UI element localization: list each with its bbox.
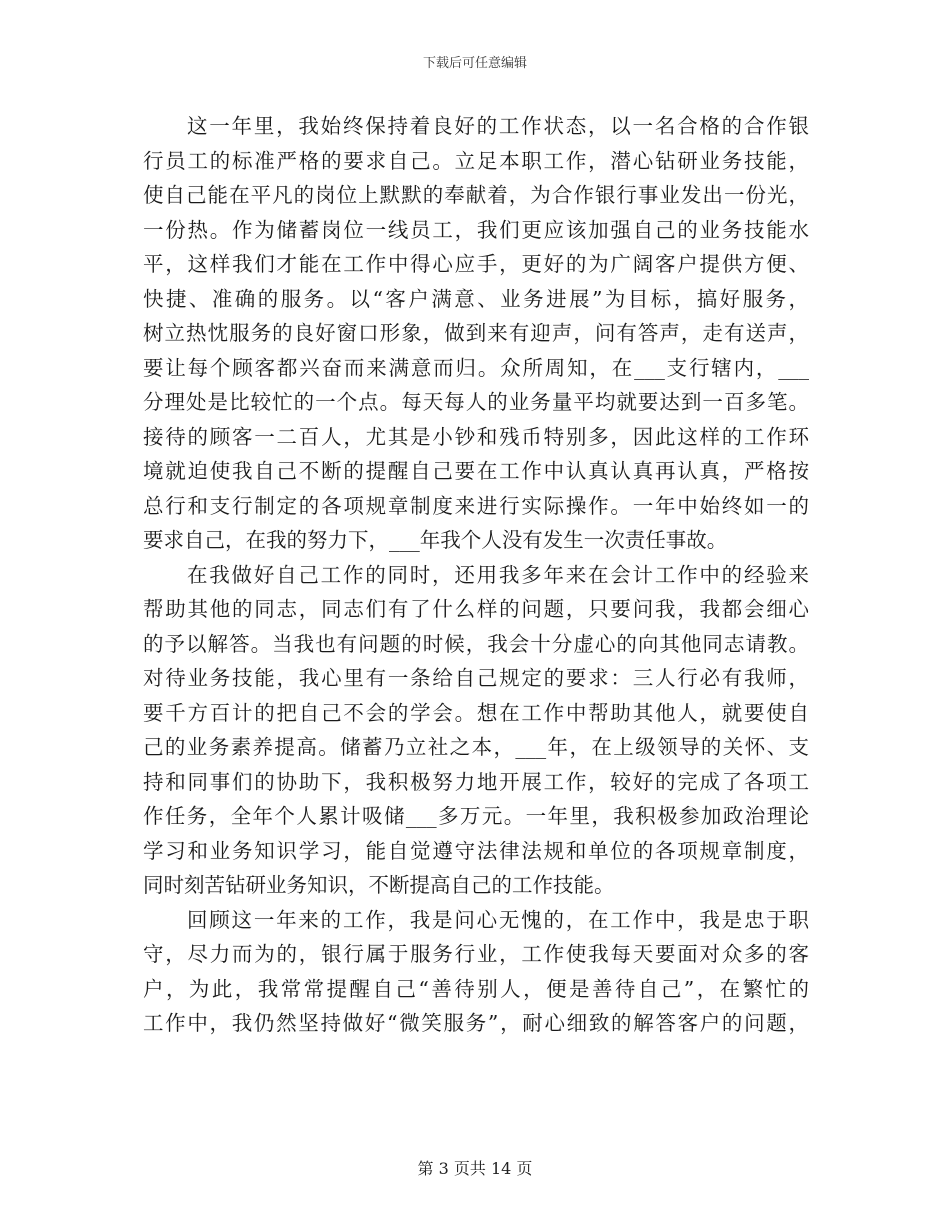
paragraph-line: 工作中，我仍然坚持做好“微笑服务”，耐心细致的解答客户的问题， <box>143 1011 809 1035</box>
paragraph-line: 行员工的标准严格的要求自己。立足本职工作，潜心钻研业务技能， <box>143 148 809 173</box>
paragraph-line: 对待业务技能，我心里有一条给自己规定的要求：三人行必有我师， <box>143 666 809 690</box>
paragraph-line: 回顾这一年来的工作，我是问心无愧的，在工作中，我是忠于职 <box>187 907 809 932</box>
paragraph-line: 一份热。作为储蓄岗位一线员工，我们更应该加强自己的业务技能水 <box>143 217 809 242</box>
paragraph-3 <box>143 903 809 1041</box>
page-footer: 第 3 页共 14 页 <box>417 1159 533 1178</box>
paragraph-line: 同时刻苦钻研业务知识，不断提高自己的工作技能。 <box>143 873 615 897</box>
paragraph-line: 分理处是比较忙的一个点。每天每人的业务量平均就要达到一百多笔。 <box>143 390 809 414</box>
page-header: 下载后可任意编辑 <box>422 56 527 71</box>
paragraph-line: 境就迫使我自己不断的提醒自己要在工作中认真认真再认真，严格按 <box>143 459 809 483</box>
paragraph-line: 使自己能在平凡的岗位上默默的奉献着，为合作银行事业发出一份光， <box>143 183 809 207</box>
paragraph-line: 总行和支行制定的各项规章制度来进行实际操作。一年中始终如一的 <box>143 493 809 518</box>
paragraph-line: 己的业务素养提高。储蓄乃立社之本，___年，在上级领导的关怀、支 <box>143 735 809 759</box>
paragraph-line: 学习和业务知识学习，能自觉遵守法律法规和单位的各项规章制度， <box>143 838 809 863</box>
paragraph-line: 这一年里，我始终保持着良好的工作状态，以一名合格的合作银 <box>187 114 809 138</box>
paragraph-line: 树立热忱服务的良好窗口形象，做到来有迎声，问有答声，走有送声， <box>143 321 809 345</box>
paragraph-line: 接待的顾客一二百人，尤其是小钞和残币特别多，因此这样的工作环 <box>143 424 809 449</box>
paragraph-line: 在我做好自己工作的同时，还用我多年来在会计工作中的经验来 <box>187 562 809 587</box>
paragraph-line: 持和同事们的协助下，我积极努力地开展工作，较好的完成了各项工 <box>143 769 809 794</box>
paragraph-line: 快捷、准确的服务。以“客户满意、业务进展”为目标，搞好服务， <box>143 286 809 311</box>
body-text <box>143 109 809 1041</box>
paragraph-line: 作任务，全年个人累计吸储___多万元。一年里，我积极参加政治理论 <box>143 804 809 828</box>
paragraph-line: 要让每个顾客都兴奋而来满意而归。众所周知，在___支行辖内，___ <box>143 355 809 380</box>
paragraph-line: 平，这样我们才能在工作中得心应手，更好的为广阔客户提供方便、 <box>143 252 809 276</box>
paragraph-2 <box>143 558 809 903</box>
paragraph-line: 要千方百计的把自己不会的学会。想在工作中帮助其他人，就要使自 <box>143 700 809 725</box>
paragraph-line: 的予以解答。当我也有问题的时候，我会十分虚心的向其他同志请教。 <box>143 631 809 656</box>
paragraph-line: 户，为此，我常常提醒自己“善待别人，便是善待自己”，在繁忙的 <box>143 976 809 1001</box>
paragraph-line: 帮助其他的同志，同志们有了什么样的问题，只要问我，我都会细心 <box>143 597 809 621</box>
paragraph-1 <box>143 109 809 558</box>
paragraph-line: 要求自己，在我的努力下，___年我个人没有发生一次责任事故。 <box>143 528 728 552</box>
paragraph-line: 守，尽力而为的，银行属于服务行业，工作使我每天要面对众多的客 <box>143 942 809 966</box>
